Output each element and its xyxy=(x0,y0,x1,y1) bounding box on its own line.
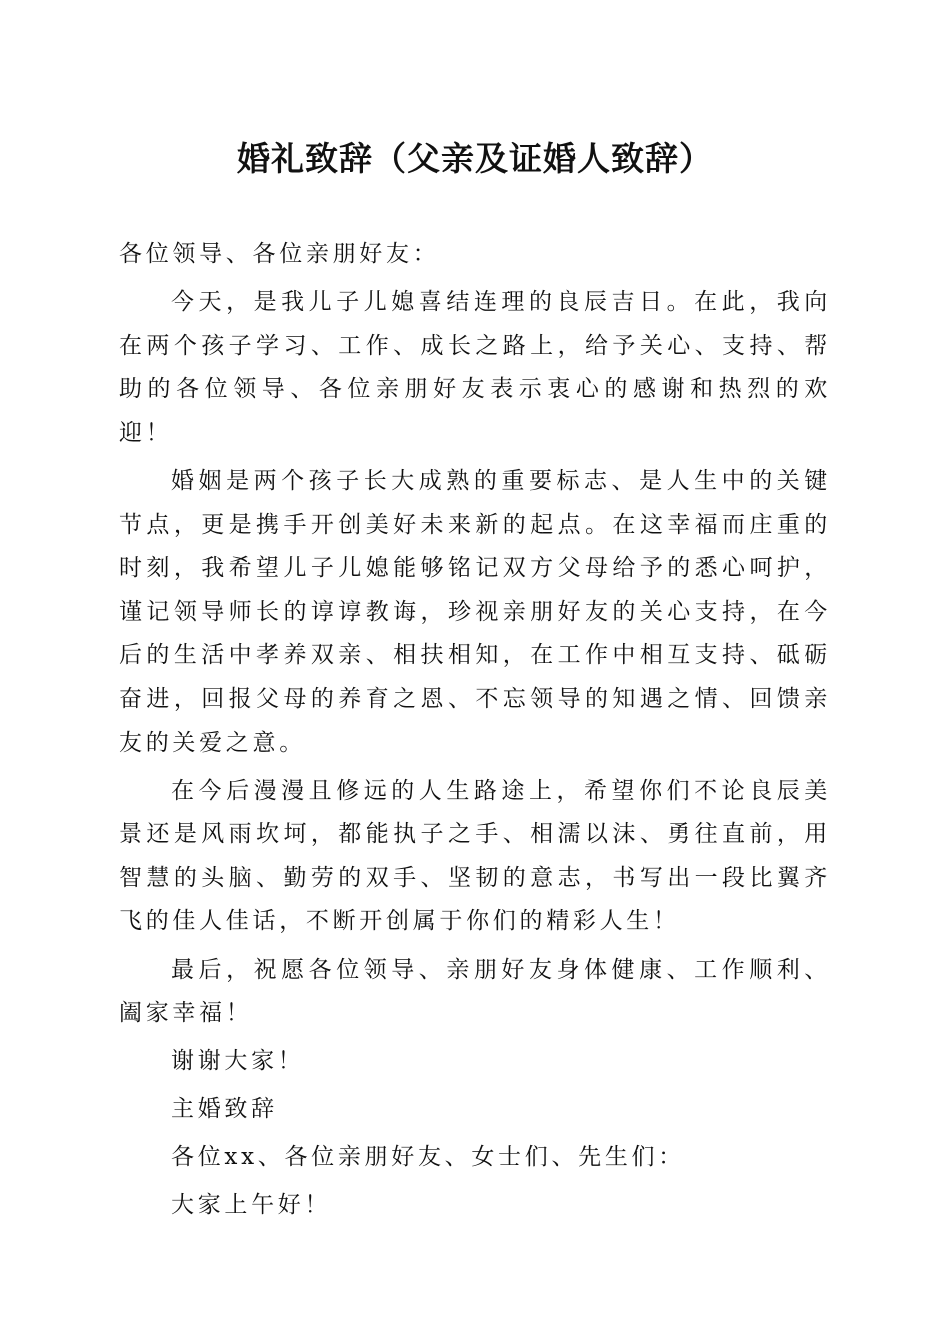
paragraph-good-morning: 大家上午好！ xyxy=(171,1192,332,1219)
paragraph-marriage: 婚姻是两个孩子长大成熟的重要标志、是人生中的关键节点，更是携手开创美好未来新的起点。在这幸福而庄重的时刻，我希望儿子儿媳能够铭记双方父母给予的悉心呵护，谨记领导师长的谆谆教诲，珍视亲朋好友的关心支持，在今后的生活中孝养双亲、相扶相知，在工作中相互支持、砥砺奋进，回报父母的养育之恩、不忘领导的知遇之情、回馈亲友的关爱之意。 xyxy=(119,467,831,756)
paragraph-hope: 在今后漫漫且修远的人生路途上，希望你们不论良辰美景还是风雨坎坷，都能执子之手、相濡以沫、勇往直前，用智慧的头脑、勤劳的双手、坚韧的意志，书写出一段比翼齐飞的佳人佳话，不断开创属于你们的精彩人生！ xyxy=(119,777,831,935)
salutation: 各位领导、各位亲朋好友： xyxy=(119,241,440,267)
document-title: 婚礼致辞（父亲及证婚人致辞） xyxy=(237,139,713,178)
paragraph-greeting-guests: 各位xx、各位亲朋好友、女士们、先生们： xyxy=(171,1144,685,1171)
section-heading-host-speech: 主婚致辞 xyxy=(171,1096,278,1123)
document-body xyxy=(119,233,831,1233)
paragraph-blessing: 最后，祝愿各位领导、亲朋好友身体健康、工作顺利、阖家幸福！ xyxy=(119,956,831,1027)
paragraph-thanks: 今天，是我儿子儿媳喜结连理的良辰吉日。在此，我向在两个孩子学习、工作、成长之路上，给予关心、支持、帮助的各位领导、各位亲朋好友表示衷心的感谢和热烈的欢迎！ xyxy=(119,289,831,446)
paragraph-thank-you: 谢谢大家！ xyxy=(171,1048,305,1075)
